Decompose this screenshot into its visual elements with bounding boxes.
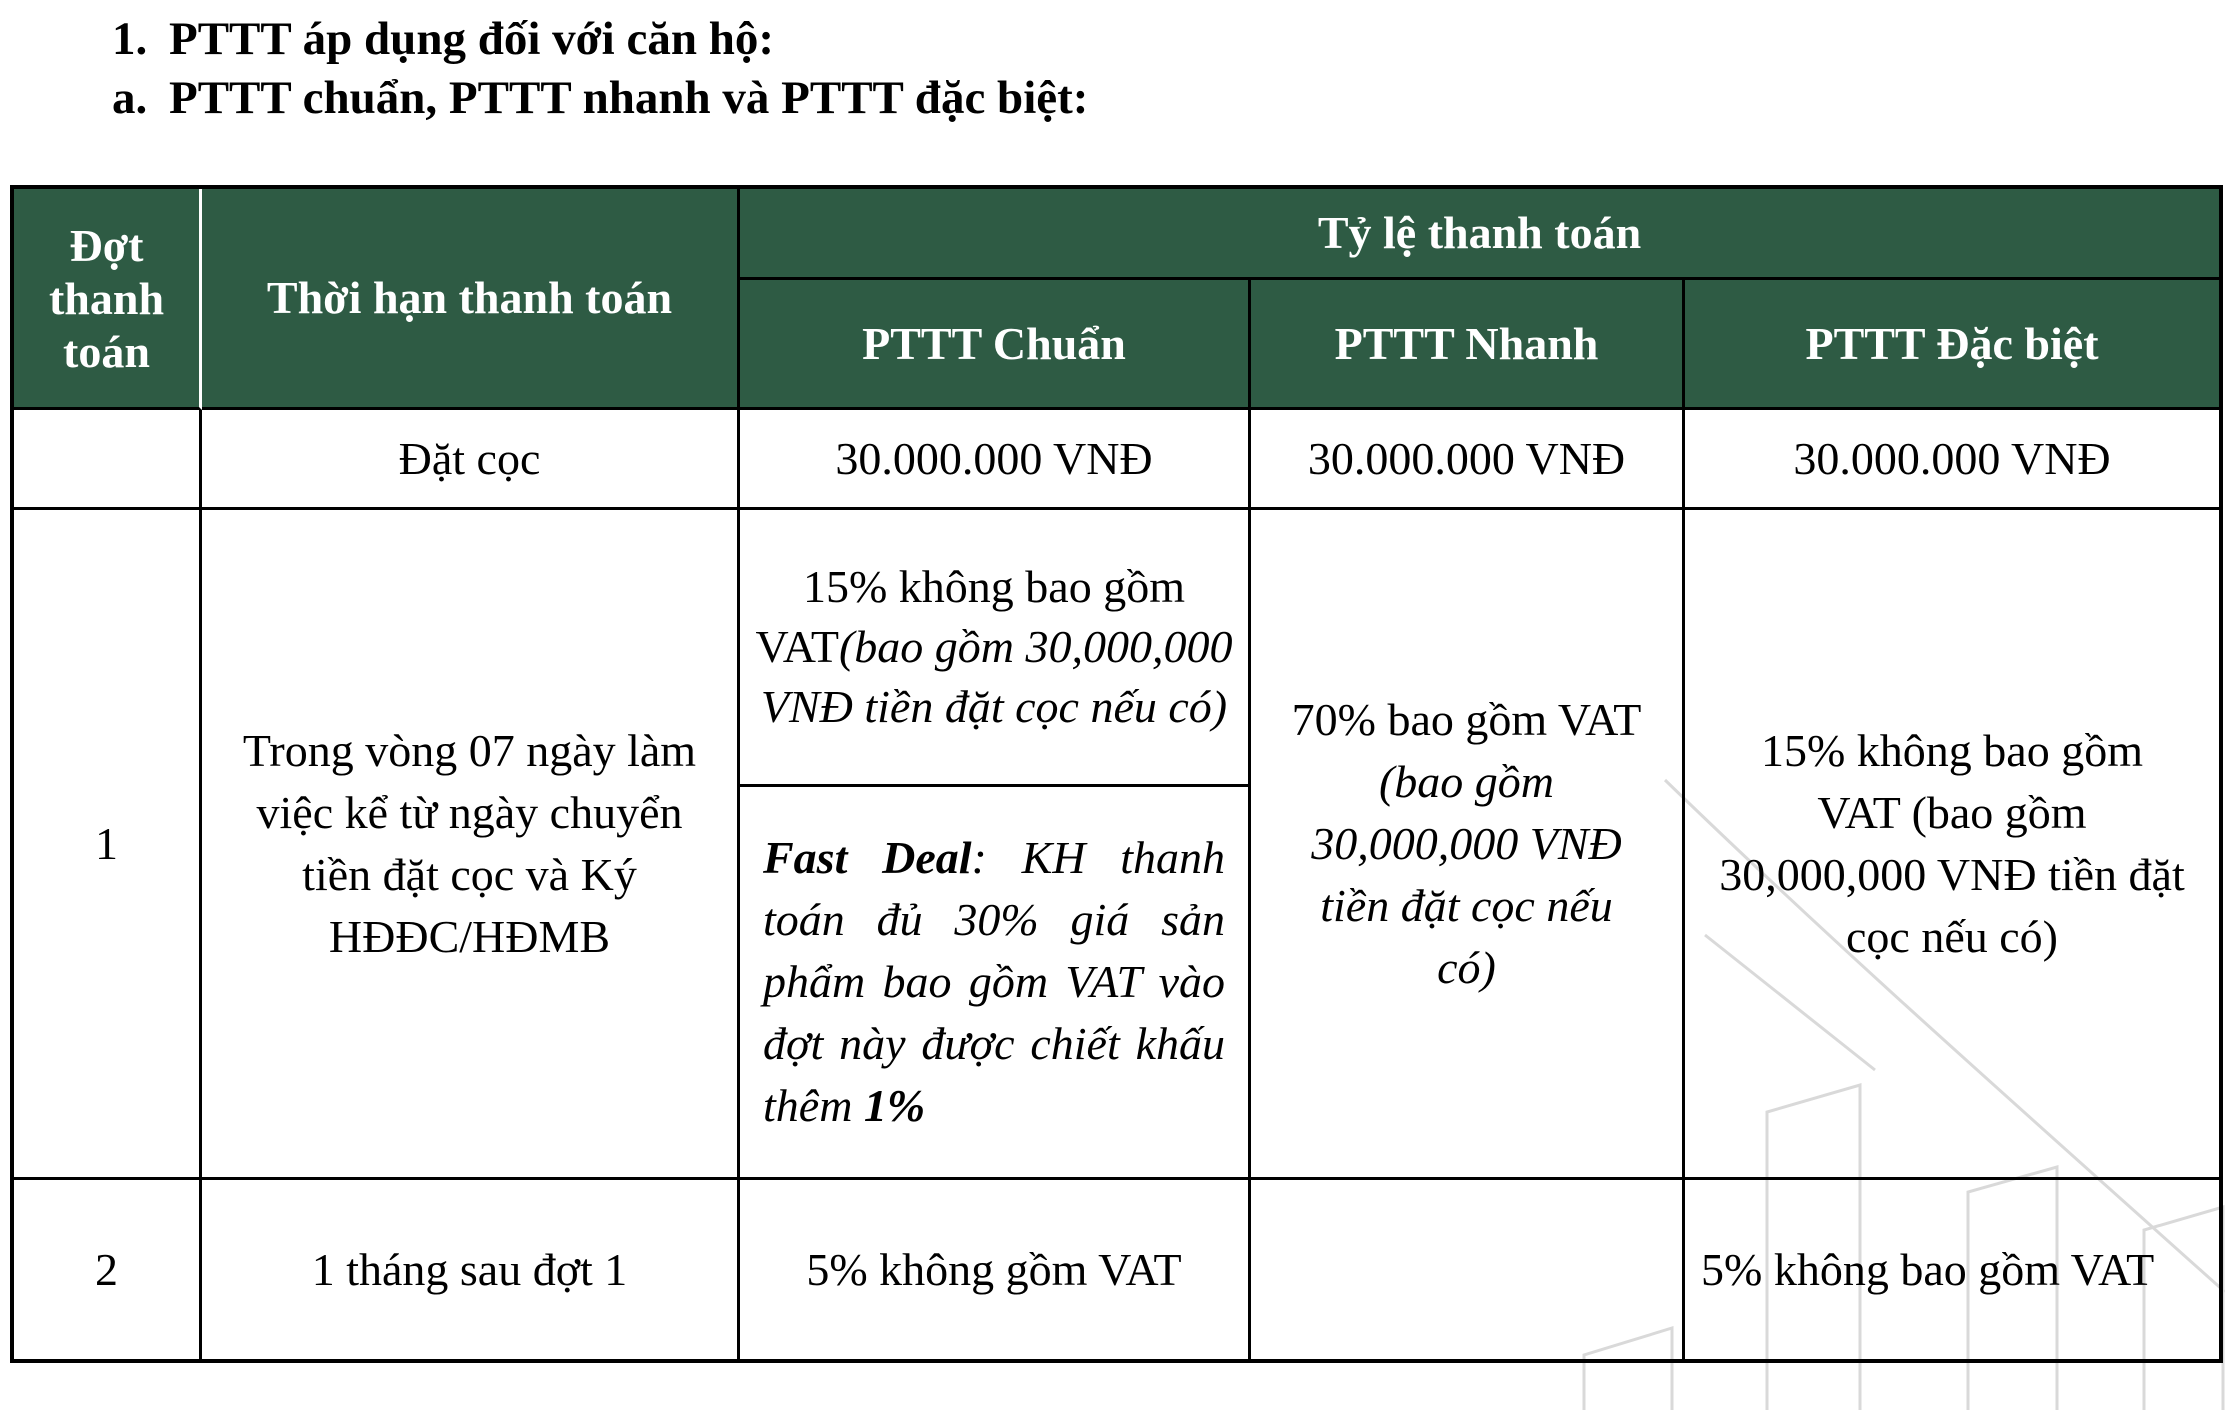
heading-1-text: PTTT áp dụng đối với căn hộ: bbox=[169, 13, 775, 65]
deposit-amount-dac-biet: 30.000.000 VNĐ bbox=[1685, 410, 2219, 510]
header-ty-le-thanh-toan: Tỷ lệ thanh toán bbox=[740, 189, 2219, 280]
row1-payment-term bbox=[202, 510, 740, 1180]
row1-chuan-top-text bbox=[755, 557, 1233, 737]
heading-item-1 bbox=[112, 10, 1088, 69]
header-dot-thanh-toan: Đợt thanh toán bbox=[14, 189, 202, 410]
heading-a-number: a. bbox=[112, 72, 148, 124]
fastdeal-discount: 1% bbox=[863, 1080, 926, 1131]
row2-dot-number: 2 bbox=[14, 1180, 202, 1359]
row1-payment-term-text: Trong vòng 07 ngày làm việc kể từ ngày chuyển tiền đặt cọc và Ký HĐĐC/HĐMB bbox=[242, 724, 697, 962]
row2-dac-biet-text: 5% không bao gồm VAT bbox=[1701, 1243, 2155, 1295]
row1-dac-biet-cell bbox=[1685, 510, 2219, 1180]
row1-nhanh-cell bbox=[1251, 510, 1685, 1180]
heading-a-text: PTTT chuẩn, PTTT nhanh và PTTT đặc biệt: bbox=[169, 72, 1089, 124]
payment-schedule-table bbox=[10, 185, 2223, 1363]
row1-chuan-top-paren: (bao gồm 30,000,000 VNĐ tiền đặt cọc nếu có) bbox=[760, 621, 1233, 732]
row1-nhanh-main: 70% bao gồm VAT bbox=[1291, 693, 1642, 745]
row2-chuan-cell: 5% không gồm VAT bbox=[740, 1180, 1251, 1359]
row2-payment-term: 1 tháng sau đợt 1 bbox=[202, 1180, 740, 1359]
row2-dac-biet-cell bbox=[1685, 1180, 2219, 1359]
row1-nhanh-text bbox=[1286, 689, 1648, 999]
row1-chuan-top-subcell bbox=[740, 510, 1248, 787]
row1-dot-number: 1 bbox=[14, 510, 202, 1180]
row2-nhanh-cell bbox=[1251, 1180, 1685, 1359]
deposit-row-label: Đặt cọc bbox=[202, 410, 740, 510]
header-thoi-han-thanh-toan: Thời hạn thanh toán bbox=[202, 189, 740, 410]
heading-1-number: 1. bbox=[112, 13, 148, 65]
deposit-row-dot-cell bbox=[14, 410, 202, 510]
row1-chuan-top-main: 15% không bao gồm VAT bbox=[755, 561, 1185, 672]
row1-dac-biet-text: 15% không bao gồm VAT (bao gồm 30,000,000 VNĐ tiền đặt cọc nếu có) bbox=[1719, 724, 2185, 962]
deposit-amount-nhanh: 30.000.000 VNĐ bbox=[1251, 410, 1685, 510]
fastdeal-body: : KH thanh toán đủ 30% giá sản phẩm bao gồm VAT vào đợt này được chiết khấu thêm bbox=[763, 832, 1226, 1131]
row1-fastdeal-text bbox=[763, 827, 1225, 1137]
row1-nhanh-paren: (bao gồm 30,000,000 VNĐ tiền đặt cọc nếu có) bbox=[1311, 755, 1622, 993]
deposit-amount-chuan: 30.000.000 VNĐ bbox=[740, 410, 1251, 510]
fastdeal-label: Fast Deal bbox=[763, 832, 972, 883]
heading-block bbox=[112, 10, 1088, 128]
row1-chuan-cell bbox=[740, 510, 1251, 1180]
heading-item-a bbox=[112, 69, 1088, 128]
header-pttt-chuan: PTTT Chuẩn bbox=[740, 280, 1251, 410]
header-pttt-dac-biet: PTTT Đặc biệt bbox=[1685, 280, 2219, 410]
header-pttt-nhanh: PTTT Nhanh bbox=[1251, 280, 1685, 410]
row1-chuan-fastdeal-subcell bbox=[740, 787, 1248, 1177]
